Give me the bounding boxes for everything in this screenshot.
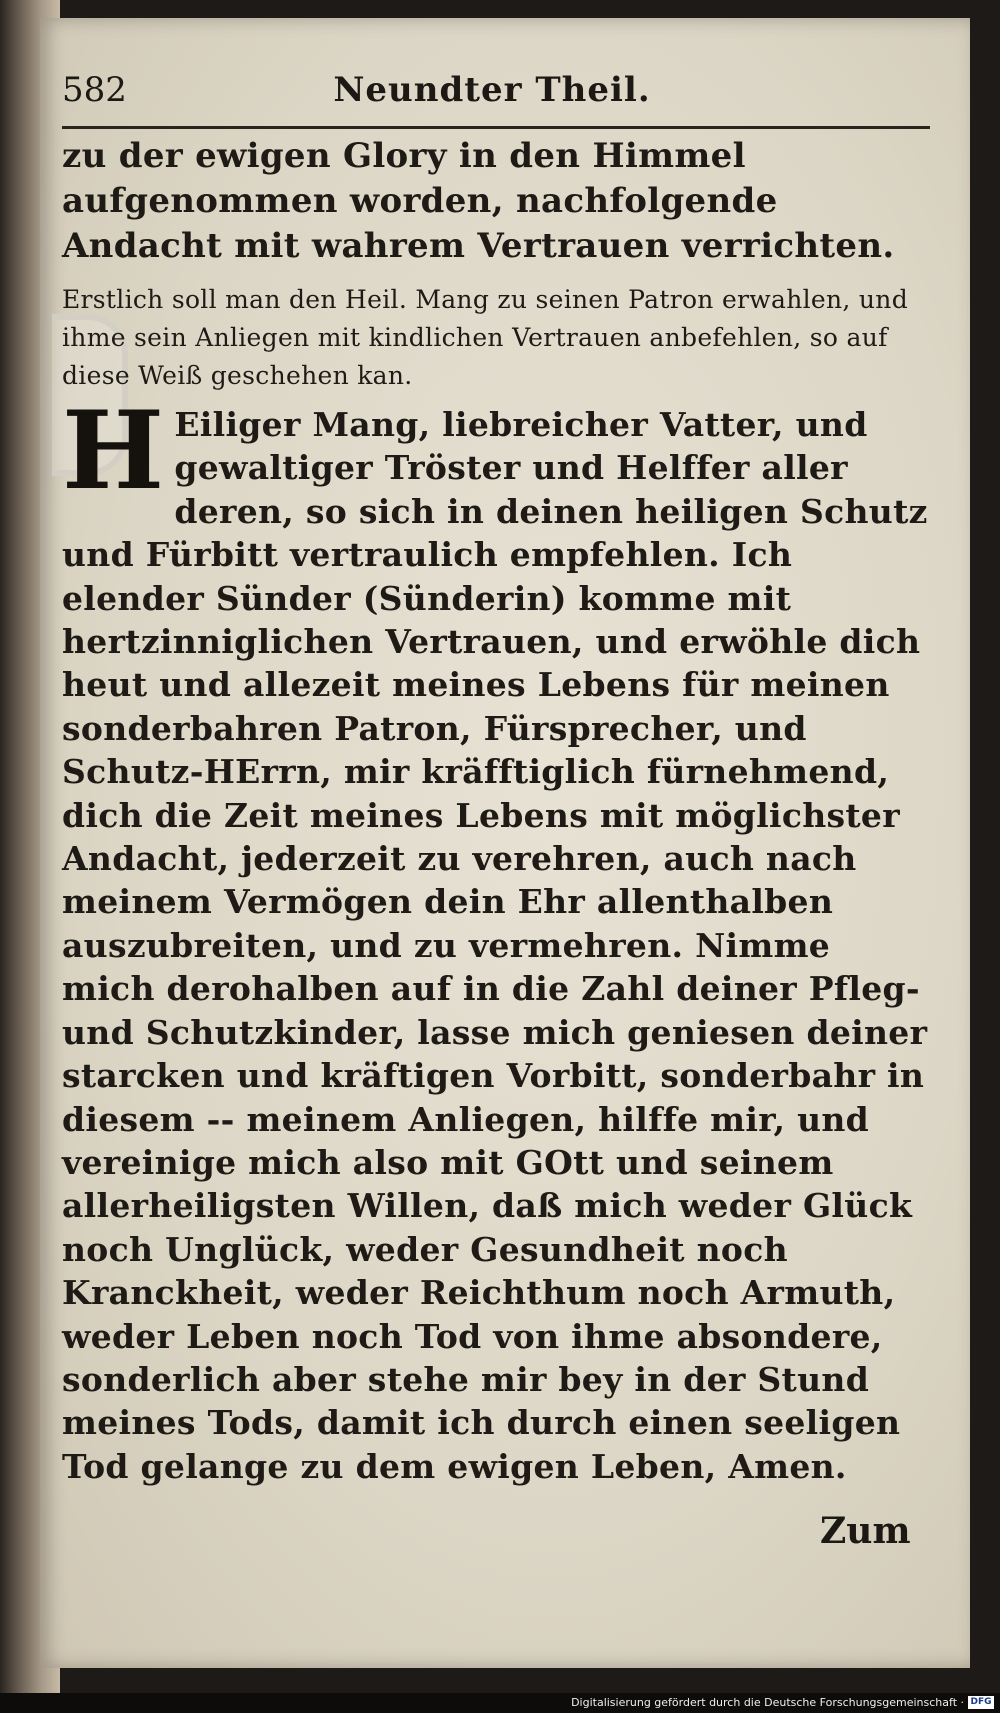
instruction-paragraph: Erstlich soll man den Heil. Mang zu seinen Patron erwahlen, und ihme sein Anliegen mit kindlichen Vertrauen anbefehlen, so auf diese Weiß geschehen kan. [62, 285, 908, 390]
dfg-logo: DFG [968, 1696, 994, 1709]
drop-cap: H [62, 388, 165, 514]
running-head: Neundter Theil. [333, 70, 651, 110]
page-header [62, 70, 922, 130]
text-block [62, 132, 930, 1488]
catchword: Zum [820, 1510, 911, 1552]
intro-paragraph: zu der ewigen Glory in den Himmel aufgenommen worden, nachfolgende Andacht mit wahrem Vertrauen verrichten. [62, 136, 895, 266]
prayer-text: Eiliger Mang, liebreicher Vatter, und gewaltiger Tröster und Helffer aller deren, so sich in deinen heiligen Schutz und Fürbitt vertraulich empfehlen. Ich elender Sünder (Sünderin) komme mit hertzinniglichen Vertrauen, und erwöhle dich heut und allezeit meines Lebens für meinen sonderbahren Patron, Fürsprecher, und Schutz-HErrn, mir kräfftiglich fürnehmend, dich die Zeit meines Lebens mit möglichster Andacht, jederzeit zu verehren, auch nach meinem Vermögen dein Ehr allenthalben auszubreiten, und zu vermehren. Nimme mich derohalben auf in die Zahl deiner Pfleg- und Schutzkinder, lasse mich geniesen deiner starcken und kräftigen Vorbitt, sonderbahr in diesem -- meinem Anliegen, hilffe mir, und vereinige mich also mit GOtt und seinem allerheiligsten Willen, daß mich weder Glück noch Unglück, weder Gesundheit noch Kranckheit, weder Reichthum noch Armuth, weder Leben noch Tod von ihme absondere, sonderlich aber stehe mir bey in der Stund meines Tods, damit ich durch einen seeligen Tod gelange zu dem ewigen Leben, Amen. [62, 405, 928, 1486]
prayer-paragraph [62, 388, 930, 1488]
header-rule [62, 126, 930, 129]
footer-credit: Digitalisierung gefördert durch die Deutsche Forschungsgemeinschaft · [571, 1696, 964, 1709]
page-number: 582 [62, 70, 127, 110]
